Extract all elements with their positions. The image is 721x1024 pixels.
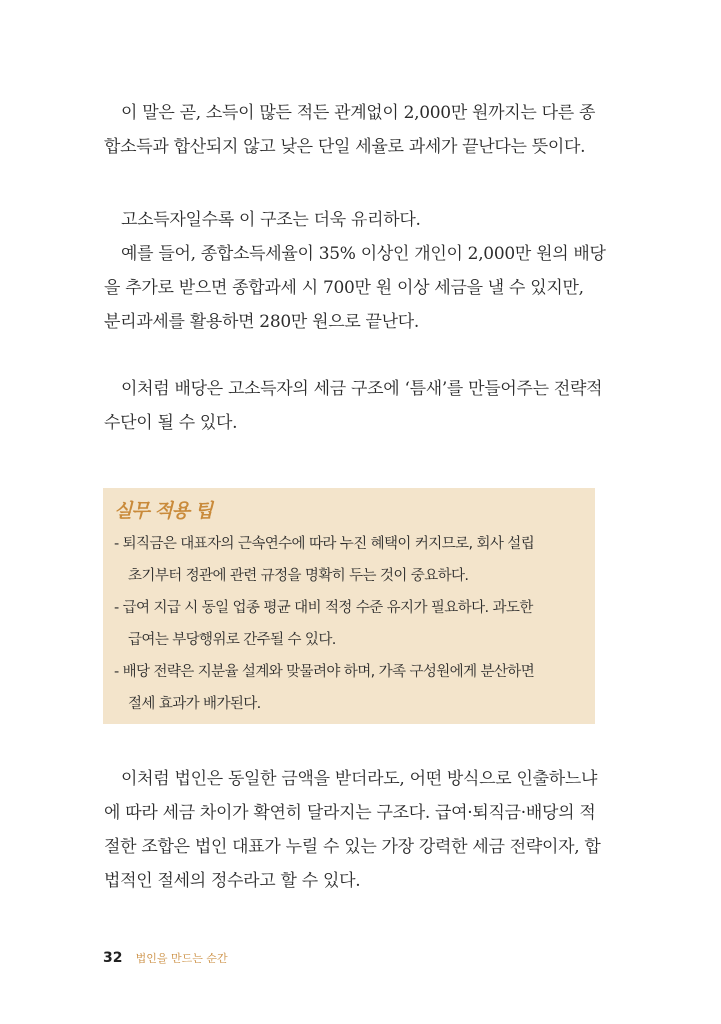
running-book-title: 법인을 만드는 순간 — [135, 952, 228, 965]
practical-tip-box — [103, 488, 595, 724]
tip-box-title: 실무 적용 팁 — [114, 500, 212, 522]
tip-item-line: 초기부터 정관에 관련 규정을 명확히 두는 것이 중요하다. — [128, 568, 469, 584]
paragraph-line: 을 추가로 받으면 종합과세 시 700만 원 이상 세금을 낼 수 있지만, — [104, 278, 584, 298]
body-paragraph-3 — [104, 372, 624, 440]
paragraph-line: 예를 들어, 종합소득세율이 35% 이상인 개인이 2,000만 원의 배당 — [121, 244, 606, 264]
paragraph-line: 이처럼 배당은 고소득자의 세금 구조에 ‘틈새’를 만들어주는 전략적 — [121, 379, 603, 399]
tip-item-line: - 퇴직금은 대표자의 근속연수에 따라 누진 혜택이 커지므로, 회사 설립 — [114, 536, 535, 552]
tip-item-line: 급여는 부당행위로 간주될 수 있다. — [128, 632, 336, 648]
paragraph-line: 합소득과 합산되지 않고 낮은 단일 세율로 과세가 끝난다는 뜻이다. — [104, 137, 586, 157]
paragraph-line: 이 말은 곧, 소득이 많든 적든 관계없이 2,000만 원까지는 다른 종 — [121, 103, 596, 123]
tip-item-line: 절세 효과가 배가된다. — [128, 696, 261, 712]
paragraph-line: 분리과세를 활용하면 280만 원으로 끝난다. — [104, 312, 420, 332]
paragraph-line: 이처럼 법인은 동일한 금액을 받더라도, 어떤 방식으로 인출하느냐 — [121, 769, 598, 789]
body-paragraph-1 — [104, 96, 624, 164]
tip-list — [114, 528, 590, 720]
paragraph-line: 절한 조합은 법인 대표가 누릴 수 있는 가장 강력한 세금 전략이자, 합 — [104, 837, 601, 857]
paragraph-line: 법적인 절세의 정수라고 할 수 있다. — [104, 871, 361, 891]
body-paragraph-2 — [104, 203, 624, 339]
tip-item-line: - 배당 전략은 지분율 설계와 맞물려야 하며, 가족 구성원에게 분산하면 — [114, 664, 535, 680]
paragraph-line: 에 따라 세금 차이가 확연히 달라지는 구조다. 급여·퇴직금·배당의 적 — [104, 803, 596, 823]
page-number: 32 — [103, 950, 123, 966]
body-paragraph-4 — [104, 762, 624, 898]
paragraph-line: 수단이 될 수 있다. — [104, 413, 238, 433]
tip-item-line: - 급여 지급 시 동일 업종 평균 대비 적정 수준 유지가 필요하다. 과도한 — [114, 600, 533, 616]
paragraph-line: 고소득자일수록 이 구조는 더욱 유리하다. — [121, 210, 421, 230]
page-footer — [103, 947, 228, 967]
